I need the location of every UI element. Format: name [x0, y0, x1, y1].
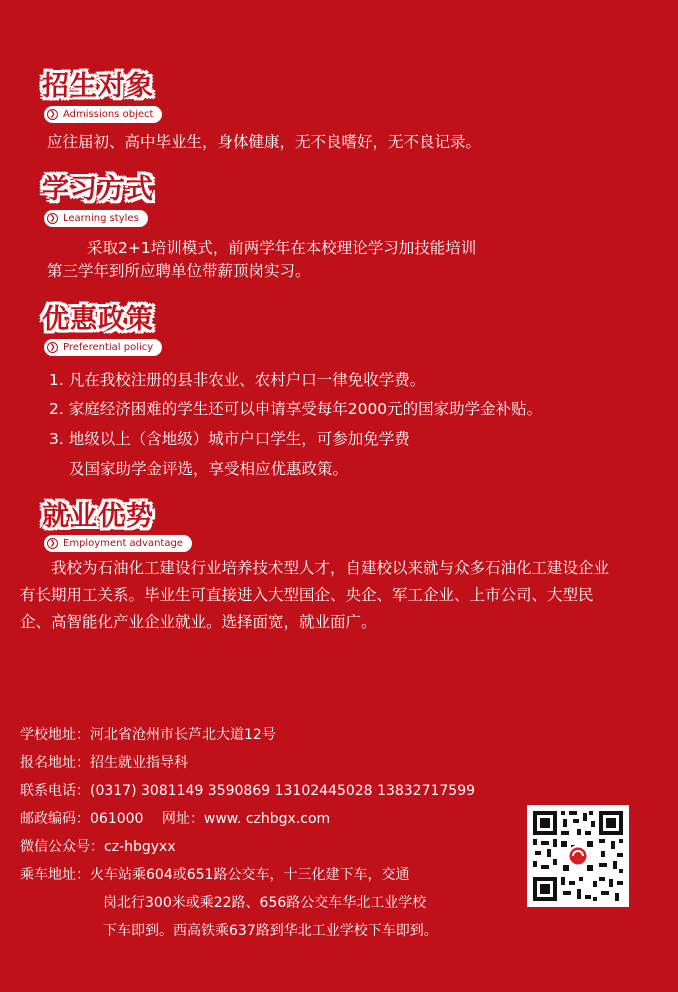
section-title-employment: 就业优势: [42, 501, 154, 532]
school-address: 学校地址：河北省沧州市长芦北大道12号: [20, 727, 276, 743]
postal-website: 邮政编码：061000 网址：www. czhbgx.com: [20, 811, 331, 827]
chevron-circle-icon: ❯: [47, 109, 58, 120]
section-title-learning: 学习方式: [42, 174, 154, 205]
subtitle-label: Employment advantage: [63, 538, 183, 549]
policy-item-3b: 及国家助学金评选，享受相应优惠政策。: [69, 460, 349, 478]
policy-item-2: 2. 家庭经济困难的学生还可以申请享受每年2000元的国家助学金补贴。: [49, 400, 543, 418]
qr-code: [527, 805, 629, 907]
section-subtitle-policy: [44, 339, 162, 356]
subtitle-label: Learning styles: [63, 213, 139, 224]
section-title-policy: 优惠政策: [42, 304, 154, 335]
chevron-circle-icon: ❯: [47, 342, 58, 353]
section-subtitle-admissions: [44, 106, 162, 123]
policy-item-1: 1. 凡在我校注册的县非农业、农村户口一律免收学费。: [49, 371, 426, 389]
contact-phone: 联系电话：(0317) 3081149 3590869 13102445028 13832717599: [20, 783, 476, 799]
subtitle-label: Preferential policy: [63, 342, 154, 353]
admissions-text: 应往届初、高中毕业生，身体健康，无不良嗜好，无不良记录。: [47, 133, 482, 151]
section-subtitle-learning: [44, 210, 148, 227]
qr-code-icon: [527, 805, 629, 907]
learning-line-2: 第三学年到所应聘单位带薪顶岗实习。: [47, 262, 311, 280]
registration-address: 报名地址：招生就业指导科: [20, 755, 188, 771]
policy-item-3a: 3. 地级以上（含地级）城市户口学生，可参加免学费: [49, 430, 410, 448]
section-title-admissions: 招生对象: [42, 71, 154, 102]
transit-line-2: 岗北行300米或乘22路、656路公交车华北工业学校: [103, 895, 427, 911]
section-subtitle-employment: [44, 535, 192, 552]
chevron-circle-icon: ❯: [47, 213, 58, 224]
transit-line-1: 乘车地址：火车站乘604或651路公交车，十三化建下车，交通: [20, 867, 410, 883]
employment-text: 我校为石油化工建设行业培养技术型人才，自建校以来就与众多石油化工建设企业有长期用工关系。毕业生可直接进入大型国企、央企、军工企业、上市公司、大型民企、高智能化产业企业就业。选择面宽，就业面广。: [20, 559, 610, 631]
subtitle-label: Admissions object: [63, 109, 154, 120]
learning-line-1: 采取2+1培训模式，前两学年在本校理论学习加技能培训: [87, 239, 477, 257]
wechat-account: 微信公众号：cz-hbgyxx: [20, 839, 176, 855]
chevron-circle-icon: ❯: [47, 538, 58, 549]
transit-line-3: 下车即到。西高铁乘637路到华北工业学校下车即到。: [103, 923, 438, 939]
